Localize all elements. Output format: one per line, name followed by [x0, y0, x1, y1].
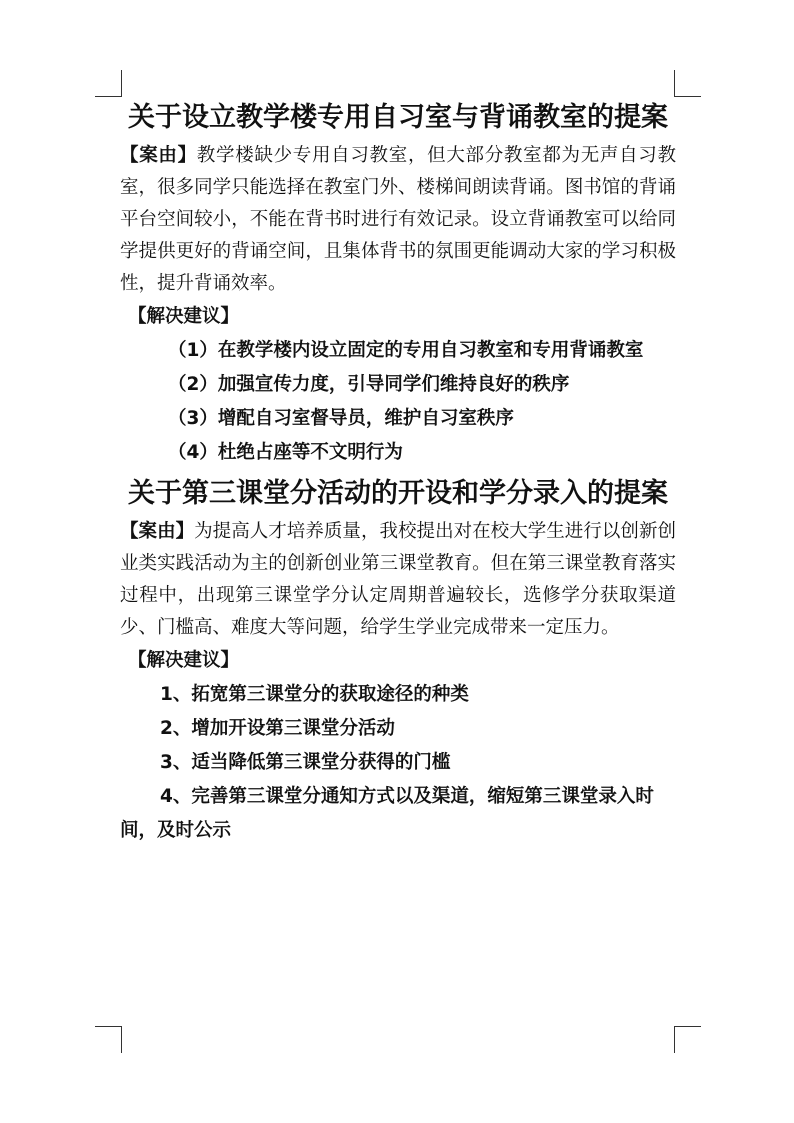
reason-tag: 【案由】: [120, 521, 195, 542]
suggestion-item: （4）杜绝占座等不文明行为: [168, 442, 403, 463]
proposal-1-reason: [120, 140, 676, 300]
suggestion-item: 4、完善第三课堂分通知方式以及渠道，缩短第三课堂录入时间，及时公示: [120, 786, 654, 841]
suggestion-item: （3）增配自习室督导员，维护自习室秩序: [168, 408, 514, 429]
proposal-1-title: 关于设立教学楼专用自习室与背诵教室的提案: [128, 102, 668, 133]
reason-tag: 【案由】: [120, 145, 197, 166]
proposal-2-suggestions-heading: 【解决建议】: [128, 650, 240, 671]
suggestion-item: （2）加强宣传力度，引导同学们维持良好的秩序: [168, 374, 570, 395]
suggestion-item: （1）在教学楼内设立固定的专用自习教室和专用背诵教室: [168, 340, 644, 361]
crop-mark-bottom-left: [95, 1026, 122, 1053]
proposal-2: [120, 472, 676, 848]
suggestion-item: 1、拓宽第三课堂分的获取途径的种类: [160, 684, 469, 705]
reason-text: 为提高人才培养质量，我校提出对在校大学生进行以创新创业类实践活动为主的创新创业第三课堂教育。但在第三课堂教育落实过程中，出现第三课堂学分认定周期普遍较长，选修学分获取渠道少、门槛高、难度大等问题，给学生学业完成带来一定压力。: [120, 521, 676, 638]
proposal-2-reason: [120, 516, 676, 644]
crop-mark-bottom-right: [674, 1026, 701, 1053]
reason-text: 教学楼缺少专用自习教室，但大部分教室都为无声自习教室，很多同学只能选择在教室门外、楼梯间朗读背诵。图书馆的背诵平台空间较小，不能在背书时进行有效记录。设立背诵教室可以给同学提供更好的背诵空间，且集体背书的氛围更能调动大家的学习积极性，提升背诵效率。: [120, 145, 676, 294]
suggestion-item: 3、适当降低第三课堂分获得的门槛: [160, 752, 451, 773]
suggestion-item: 2、增加开设第三课堂分活动: [160, 718, 395, 739]
proposal-2-title: 关于第三课堂分活动的开设和学分录入的提案: [128, 478, 668, 509]
document-page: [120, 96, 676, 848]
crop-mark-top-right: [674, 70, 701, 97]
crop-mark-top-left: [95, 70, 122, 97]
proposal-1: [120, 96, 676, 470]
proposal-1-suggestions-heading: 【解决建议】: [128, 306, 240, 327]
